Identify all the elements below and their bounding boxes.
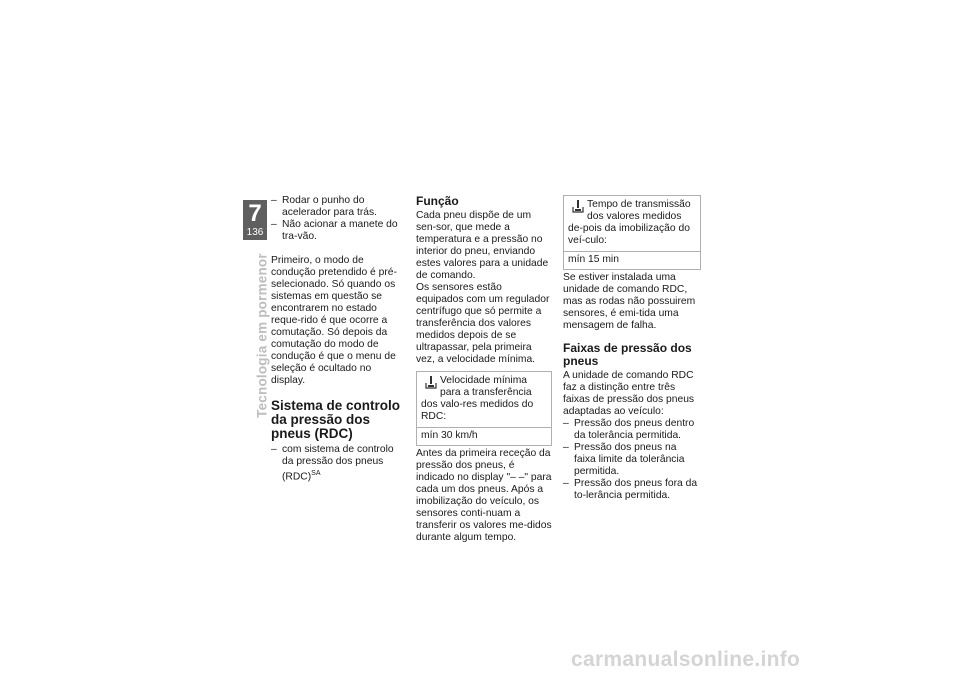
- paragraph: A unidade de comando RDC faz a distinção entre três faixas de pressão dos pneus adaptadas ao veículo:: [563, 370, 695, 417]
- watermark: carmanualsonline.info: [571, 648, 801, 671]
- chapter-number: 7: [248, 200, 262, 227]
- section-heading: Faixas de pressão dos pneus: [563, 341, 692, 368]
- info-box-text: Velocidade mínima para a transferência dos valo-res medidos do RDC:: [421, 375, 534, 422]
- paragraph: Cada pneu dispõe de um sen-sor, que mede a temperatura e a pressão no interior do pneu, enviando estes valores para a unidade de comando.: [416, 210, 549, 281]
- paragraph: Antes da primeira receção da pressão dos pneus, é indicado no display "– –" para cada um dos pneus. Após a imobilização do veículo, os sensores conti-nuam a transferir os valores me-didos durante algum tempo.: [416, 448, 552, 543]
- column-3: [563, 195, 701, 502]
- list-item: – Pressão dos pneus fora da to-lerância permitida.: [563, 478, 701, 502]
- section-heading: Função: [416, 194, 459, 208]
- speedometer-gauge-icon: [572, 199, 584, 215]
- paragraph: Primeiro, o modo de condução pretendido é pré-selecionado. Só quando os sistemas em questão se encontrarem no estado reque-rido é que ocorre a comutação. Só depois da comutação do modo de condução é que o menu de seleção é ocultado no display.: [271, 255, 397, 386]
- info-box: [563, 195, 701, 270]
- list-item-text: com sistema de controlo da pressão dos pneus (RDC): [282, 444, 394, 483]
- page-number: 136: [246, 227, 264, 238]
- info-box-value: mín 15 min: [564, 251, 700, 269]
- list-item: – Pressão dos pneus na faixa limite da tolerância permitida.: [563, 442, 701, 478]
- chapter-tab: [243, 200, 267, 240]
- side-title-text: Tecnologia em pormenor: [254, 253, 270, 418]
- list-item: – Rodar o punho do acelerador para trás.: [271, 195, 407, 219]
- section-heading: Sistema de controlo da pressão dos pneus (RDC): [271, 398, 401, 441]
- side-title: [252, 248, 272, 428]
- list-item: – Não acionar a manete do tra-vão.: [271, 219, 407, 243]
- column-2: [416, 195, 552, 544]
- info-box-value: mín 30 km/h: [417, 427, 551, 445]
- list-item: – Pressão dos pneus dentro da tolerância permitida.: [563, 418, 701, 442]
- paragraph: Os sensores estão equipados com um regulador centrífugo que só permite a transferência dos valores medidos depois de se ultrapassar, pela primeira vez, a velocidade mínima.: [416, 282, 550, 365]
- list-item: [271, 444, 407, 483]
- info-box-text: Tempo de transmissão dos valores medidos de-pois da imobilização do veí-culo:: [568, 199, 691, 246]
- speedometer-gauge-icon: [425, 375, 437, 391]
- paragraph: Se estiver instalada uma unidade de comando RDC, mas as rodas não possuirem sensores, é emi-tida uma mensagem de falha.: [563, 272, 696, 331]
- option-marker: SA: [311, 470, 321, 477]
- column-1: [271, 195, 407, 483]
- info-box: [416, 371, 552, 446]
